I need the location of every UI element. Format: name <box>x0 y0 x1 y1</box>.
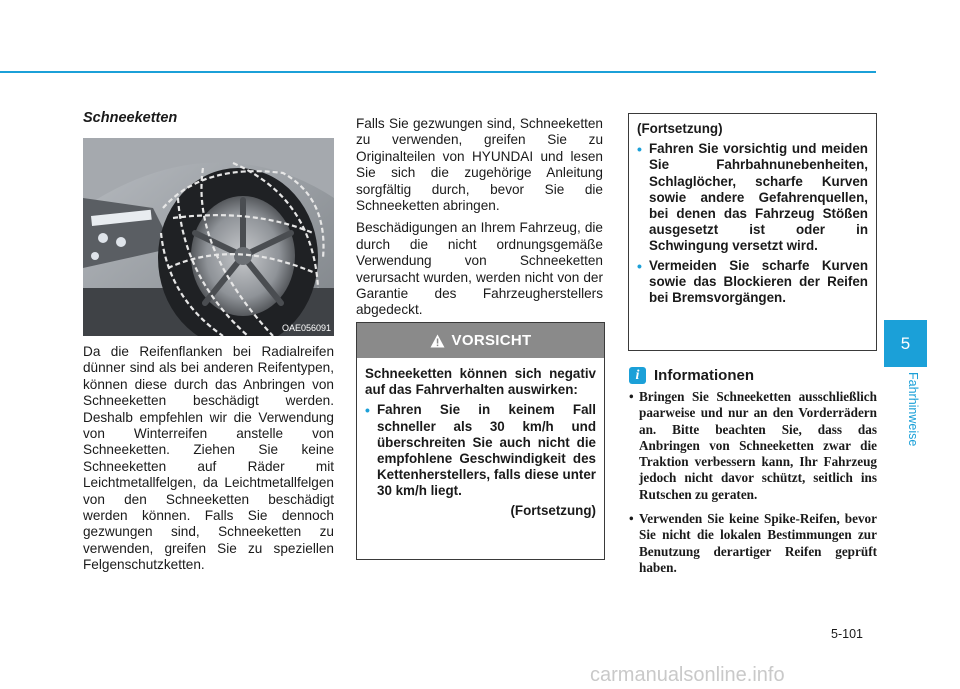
page-number: 5-101 <box>831 627 863 641</box>
photo-code: OAE056091 <box>281 323 331 333</box>
chapter-tab: 5 <box>884 320 927 367</box>
bullet-dot-icon: • <box>637 141 642 158</box>
caution-intro: Schneeketten können sich negativ auf das Fahrverhalten auswirken: <box>365 366 596 398</box>
continuation-bullet-item: • Fahren Sie vorsichtig und meiden Sie Fahrbahnunebenheiten, Schlaglöcher, scharfe Kurven sowie andere Gefahrenquellen, bei denen das Fahrzeug Stößen ausgesetzt ist oder in Schwingung versetzt wird. <box>637 141 868 254</box>
snow-chain-photo <box>83 138 334 336</box>
info-list <box>629 389 877 584</box>
bullet-dot-icon: • <box>629 389 634 404</box>
info-item: • Bringen Sie Schneeketten ausschließlich paarweise und nur an den Vorderrädern an. Bitte beachten Sie, dass das Anbringen von Schneeketten zwar die Traktion verbessern kann, Ihr Fahrzeug jedoch nicht davor schützt, seitlich ins Rutschen zu geraten. <box>629 389 877 502</box>
info-header <box>629 367 754 384</box>
caution-header <box>357 323 604 358</box>
watermark: carmanualsonline.info <box>590 664 785 686</box>
col2-text <box>356 116 603 319</box>
bullet-dot-icon: • <box>637 257 642 274</box>
col2-paragraph-2: Beschädigungen an Ihrem Fahrzeug, die durch die nicht ordnungsgemäße Verwendung von Schneeketten verursacht wurden, werden nicht von der Garantie des Fahrzeugherstellers abgedeckt. <box>356 220 603 318</box>
caution-label: VORSICHT <box>451 332 532 349</box>
chapter-name: Fahrhinweise <box>906 372 920 447</box>
bullet-dot-icon: • <box>629 511 634 527</box>
continuation-bullet-item: • Vermeiden Sie scharfe Kurven sowie das Blockieren der Reifen bei Bremsvorgängen. <box>637 257 868 306</box>
header-rule <box>0 71 876 73</box>
continuation-bullets <box>637 141 868 306</box>
caution-bullet-item: • Fahren Sie in keinem Fall schneller als 30 km/h und überschreiten Sie auch nicht die empfohlene Geschwindigkeit des Kettenherstellers, falls diese unter 30 km/h liegt. <box>365 402 596 499</box>
continuation-header: (Fortsetzung) <box>637 121 723 136</box>
warning-icon <box>430 334 445 348</box>
caution-box <box>356 322 605 560</box>
bullet-dot-icon: • <box>365 402 370 419</box>
caution-continued: (Fortsetzung) <box>510 502 596 518</box>
col1-paragraph: Da die Reifenflanken bei Radialreifen dünner sind als bei anderen Reifentypen, können diese durch das Anbringen von Schneeketten beschädigt werden. Deshalb empfehlen wir die Verwendung von Winterreifen anstelle von Schneeketten. Ziehen Sie keine Schneeketten auf Räder mit Leichtmetallfelgen, da Leichtmetallfelgen von den Schneeketten beschädigt werden können. Falls Sie dennoch gezwungen sind, Schneeketten zu verwenden, greifen Sie zu speziellen Felgenschutzketten. <box>83 344 334 573</box>
continuation-body <box>629 114 876 306</box>
caution-body <box>357 358 604 519</box>
info-title: Informationen <box>654 367 754 384</box>
caution-continuation-box <box>628 113 877 351</box>
col2-paragraph-1: Falls Sie gezwungen sind, Schneeketten zu verwenden, greifen Sie zu Originalteilen von HYUNDAI und lesen Sie sich die zugehörige Anleitung sorgfältig durch, bevor Sie die Schneeketten abringen. <box>356 116 603 214</box>
tire-with-chain-illustration <box>83 138 334 336</box>
info-icon: i <box>629 367 646 384</box>
caution-bullets <box>365 402 596 499</box>
info-item: • Verwenden Sie keine Spike-Reifen, bevor Sie nicht die lokalen Bestimmungen zur Benutzung derartiger Reifen geprüft haben. <box>629 511 877 575</box>
section-title: Schneeketten <box>83 110 178 126</box>
